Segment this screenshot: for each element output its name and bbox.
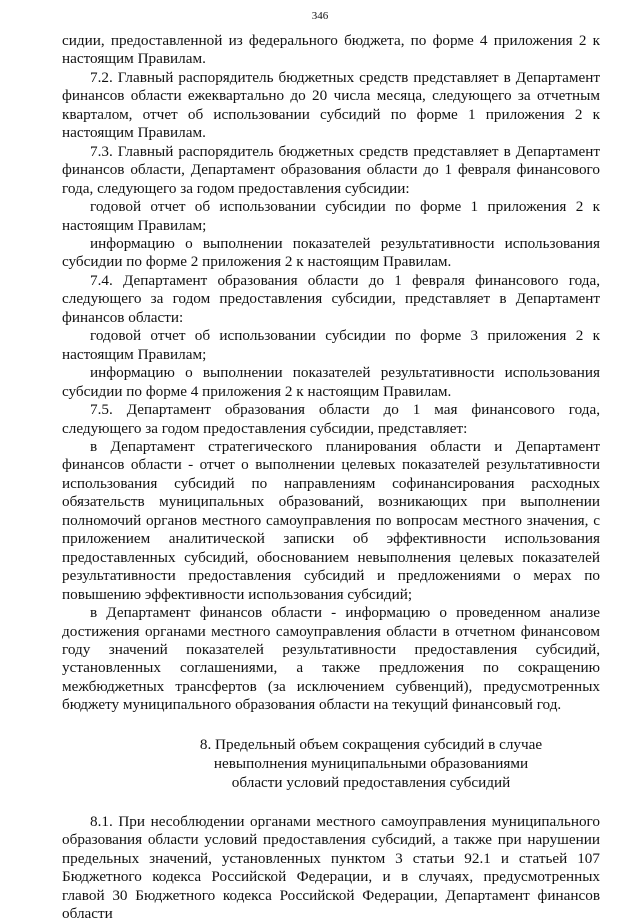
paragraph-7-3: 7.3. Главный распорядитель бюджетных средств представляет в Департамент финансов области, Департамент образования области до 1 февраля финансового года, следующего за годом предоставления субсидии: bbox=[62, 142, 600, 197]
paragraph-7-3-report: годовой отчет об использовании субсидии по форме 1 приложения 2 к настоящим Правилам; bbox=[62, 198, 600, 234]
section-title-line: невыполнения муниципальными образованиями bbox=[213, 754, 529, 772]
section-8-title bbox=[142, 735, 600, 792]
document-body bbox=[62, 32, 600, 923]
paragraph-7-5-strategic: в Департамент стратегического планирования области и Департамент финансов области - отчет о выполнении целевых показателей результативности использования субсидий по направлениям софинансирования расходных обязательств муниципальных образований, возникающих при выполнении полномочий органов местного самоуправления по вопросам местного значения, с приложением аналитической записки об эффективности использования предоставленных субсидий, обоснованием невыполнения целевых показателей результативности предоставления субсидий и предложениями о мерах по повышению эффективности использования субсидий; bbox=[62, 437, 600, 603]
paragraph-7-4-report: годовой отчет об использовании субсидии по форме 3 приложения 2 к настоящим Правилам; bbox=[62, 327, 600, 363]
paragraph-continuation: сидии, предоставленной из федерального бюджета, по форме 4 приложения 2 к настоящим Правилам. bbox=[62, 32, 600, 68]
paragraph-7-4: 7.4. Департамент образования области до 1 февраля финансового года, следующего за годом предоставления субсидии, представляет в Департамент финансов области: bbox=[62, 271, 600, 326]
paragraph-7-4-info: информацию о выполнении показателей результативности использования субсидии по форме 4 приложения 2 к настоящим Правилам. bbox=[62, 364, 600, 400]
page-number: 346 bbox=[311, 10, 329, 22]
section-title-line: области условий предоставления субсидий bbox=[231, 773, 511, 791]
paragraph-7-5: 7.5. Департамент образования области до 1 мая финансового года, следующего за годом предоставления субсидии, представляет: bbox=[62, 401, 600, 437]
paragraph-7-5-finance: в Департамент финансов области - информацию о проведенном анализе достижения органами местного самоуправления области в отчетном финансовом году значений показателей результативности предоставления субсидий, установленных соглашениями, а также предложения по сокращению межбюджетных трансфертов (за исключением субвенций), предусмотренных бюджету муниципального образования области на текущий финансовый год. bbox=[62, 604, 600, 714]
paragraph-7-2: 7.2. Главный распорядитель бюджетных средств представляет в Департамент финансов области ежеквартально до 20 числа месяца, следующего за отчетным кварталом, отчет об использовании субсидий по форме 1 приложения 2 к настоящим Правилам. bbox=[62, 68, 600, 142]
paragraph-8-1: 8.1. При несоблюдении органами местного самоуправления муниципального образования области условий предоставления субсидий, а также при нарушении предельных значений, установленных пунктом 3 статьи 92.1 и статьей 107 Бюджетного кодекса Российской Федерации, и в случаях, предусмотренных главой 30 Бюджетного кодекса Российской Федерации, Департамент финансов области bbox=[62, 812, 600, 923]
section-title-line: 8. Предельный объем сокращения субсидий в случае bbox=[199, 735, 543, 753]
paragraph-7-3-info: информацию о выполнении показателей результативности использования субсидии по форме 2 приложения 2 к настоящим Правилам. bbox=[62, 234, 600, 271]
